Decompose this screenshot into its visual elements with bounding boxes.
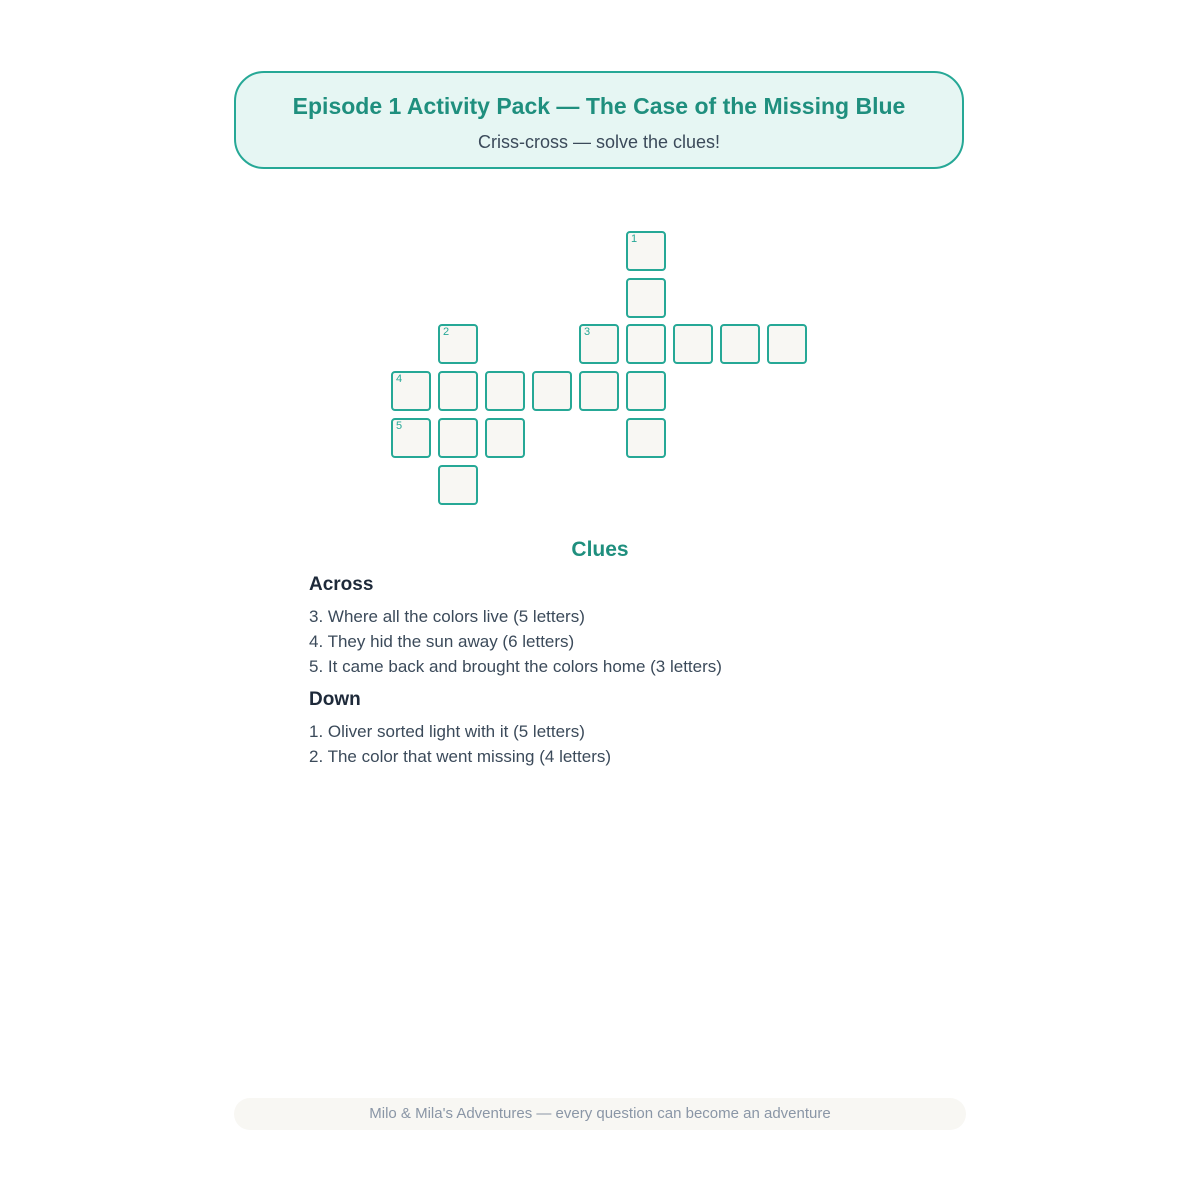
clue-item: 1. Oliver sorted light with it (5 letters) bbox=[309, 722, 585, 741]
down-clue-list bbox=[309, 719, 909, 769]
crossword-cell[interactable] bbox=[579, 324, 619, 364]
crossword-cell[interactable] bbox=[673, 324, 713, 364]
crossword-cell[interactable] bbox=[532, 371, 572, 411]
crossword-cell[interactable] bbox=[438, 465, 478, 505]
clue-number-4: 4 bbox=[396, 373, 403, 385]
clue-item: 3. Where all the colors live (5 letters) bbox=[309, 607, 585, 626]
crossword-cell[interactable] bbox=[485, 371, 525, 411]
across-clues bbox=[309, 574, 909, 679]
across-clue-list bbox=[309, 604, 909, 679]
crossword-cell[interactable] bbox=[438, 418, 478, 458]
page-subtitle: Criss-cross — solve the clues! bbox=[477, 132, 721, 152]
across-heading: Across bbox=[309, 574, 374, 595]
clue-item: 4. They hid the sun away (6 letters) bbox=[309, 632, 575, 651]
crossword-cell[interactable] bbox=[438, 324, 478, 364]
crossword-cell[interactable] bbox=[626, 418, 666, 458]
down-heading: Down bbox=[309, 689, 361, 710]
crossword-cell[interactable] bbox=[720, 324, 760, 364]
crossword-cell[interactable] bbox=[438, 371, 478, 411]
crossword-cell[interactable] bbox=[579, 371, 619, 411]
crossword-cell[interactable] bbox=[485, 418, 525, 458]
footer-tagline: Milo & Mila's Adventures — every question can become an adventure bbox=[234, 1098, 966, 1130]
crossword-cell[interactable] bbox=[391, 371, 431, 411]
clue-item: 2. The color that went missing (4 letters) bbox=[309, 747, 612, 766]
header-banner bbox=[234, 71, 964, 169]
clue-number-3: 3 bbox=[584, 326, 591, 338]
crossword-cell[interactable] bbox=[626, 231, 666, 271]
clue-item: 5. It came back and brought the colors home (3 letters) bbox=[309, 657, 722, 676]
clue-number-5: 5 bbox=[396, 420, 403, 432]
crossword-cell[interactable] bbox=[391, 418, 431, 458]
crossword-cell[interactable] bbox=[626, 324, 666, 364]
clues-title: Clues bbox=[571, 538, 629, 561]
clue-number-1: 1 bbox=[631, 233, 638, 245]
crossword-cell[interactable] bbox=[767, 324, 807, 364]
crossword-cell[interactable] bbox=[626, 278, 666, 318]
page-title: Episode 1 Activity Pack — The Case of the Missing Blue bbox=[292, 93, 906, 119]
down-clues bbox=[309, 689, 909, 769]
clue-number-2: 2 bbox=[443, 326, 450, 338]
crossword-cell[interactable] bbox=[626, 371, 666, 411]
